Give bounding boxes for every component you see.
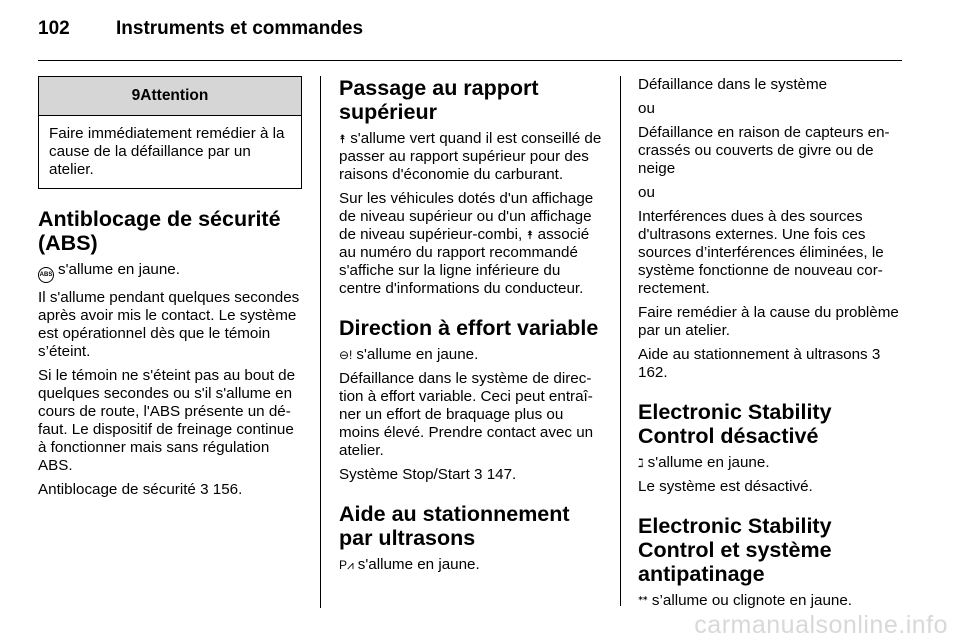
interference-text: Interférences dues à des sources d'ultrasons externes. Une fois ces sources d’interférences éliminées, le système fonctionne de nouveau correctement. [638,208,884,297]
upshift-p1-text: s'allume vert quand il est conseillé de passer au rapport supérieur pour des raisons d'économie du carburant. [339,130,602,183]
esc-tc-icon: ᕯ [638,594,648,608]
abs-warning-icon: ABS [38,267,54,283]
esc-tc-paragraph-1 [638,592,900,610]
or-text: ou [638,100,655,117]
repair-text: Faire remédier à la cause du problème par un atelier. [638,304,899,339]
esc-off-paragraph-2: Le système est désactivé. [638,478,813,495]
steering-p1-text: s'allume en jaune. [356,346,479,363]
abs-paragraph-2: Il s'allume pendant quelques secondes après avoir mis le contact. Le système est opérationnel dès que le témoin s’éteint. [38,289,300,360]
column-left [38,76,302,505]
fault-sensors-text: Défaillance en raison de capteurs encrassés ou couverts de givre ou de neige [638,124,890,177]
parking-sensor-icon: P⩘ [339,558,354,572]
fault-system-text: Défaillance dans le système [638,76,828,93]
warning-title-text: Attention [140,87,209,104]
abs-paragraph-4: Antiblocage de sécurité 3 156. [38,481,243,498]
upshift-paragraph-2 [339,190,603,298]
column-middle [339,76,603,580]
upshift-icon: ⯭ [339,132,347,146]
column-right [638,76,900,616]
abs-p1-text: s'allume en jaune. [58,261,180,278]
esc-off-paragraph-1 [638,454,900,472]
header-rule [38,60,902,61]
steering-heading: Direction à effort variable [339,316,599,340]
abs-paragraph-3: Si le témoin ne s'éteint pas au bout de quelques secondes ou s'il s'allume en cours de route, l'ABS présente un défaut. Le dispositif de freinage continue à fonctionner mais sans régulation ABS. [38,367,296,474]
esc-off-heading: Electronic Stability Control désactivé [638,400,832,448]
steering-paragraph-1 [339,346,603,364]
warning-text: Faire immédiatement remédier à la cause de la défaillance par un atelier. [49,125,285,178]
page-number: 102 [38,18,70,39]
steering-warning-icon: ⊖! [339,348,353,362]
esc-off-p1-text: s'allume en jaune. [647,454,770,471]
watermark: carmanualsonline.info [694,611,948,639]
or-text: ou [638,184,655,201]
esc-tc-p1-text: s’allume ou clignote en jaune. [651,592,853,609]
column-divider [620,76,621,606]
column-divider [320,76,321,608]
upshift-paragraph-1 [339,130,603,184]
upshift-p2b-text: associé au numéro du rapport recommandé s'affiche sur la ligne inférieure du centre d'informations du conducteur. [339,226,590,297]
esc-off-icon: ℷ [638,456,644,470]
page-title: Instruments et commandes [116,18,364,39]
parking-p1-text: s'allume en jaune. [357,556,480,573]
warning-body [39,116,301,188]
upshift-icon: ⯭ [526,228,534,242]
warning-icon: 9 [131,87,141,104]
parking-heading: Aide au stationnement par ultrasons [339,502,570,550]
abs-paragraph-1 [38,261,302,283]
page-header [38,18,363,40]
steering-paragraph-3: Système Stop/Start 3 147. [339,466,517,483]
warning-box [38,76,302,189]
upshift-p2a-text: Sur les véhicules dotés d'un affichage de niveau supérieur ou d'un affichage de niveau supérieur-combi, [339,190,594,243]
abs-heading: Antiblocage de sécurité (ABS) [38,207,281,255]
parking-paragraph-1 [339,556,603,574]
steering-paragraph-2: Défaillance dans le système de direction à effort variable. Ceci peut entraîner un effort de braquage plus ou moins élevé. Prendre contact avec un atelier. [339,370,594,459]
esc-tc-heading: Electronic Stability Control et système antipatinage [638,514,832,586]
parking-reference: Aide au stationnement à ultrasons 3 162. [638,346,881,381]
warning-title [39,77,301,116]
upshift-heading: Passage au rapport supérieur [339,76,539,124]
